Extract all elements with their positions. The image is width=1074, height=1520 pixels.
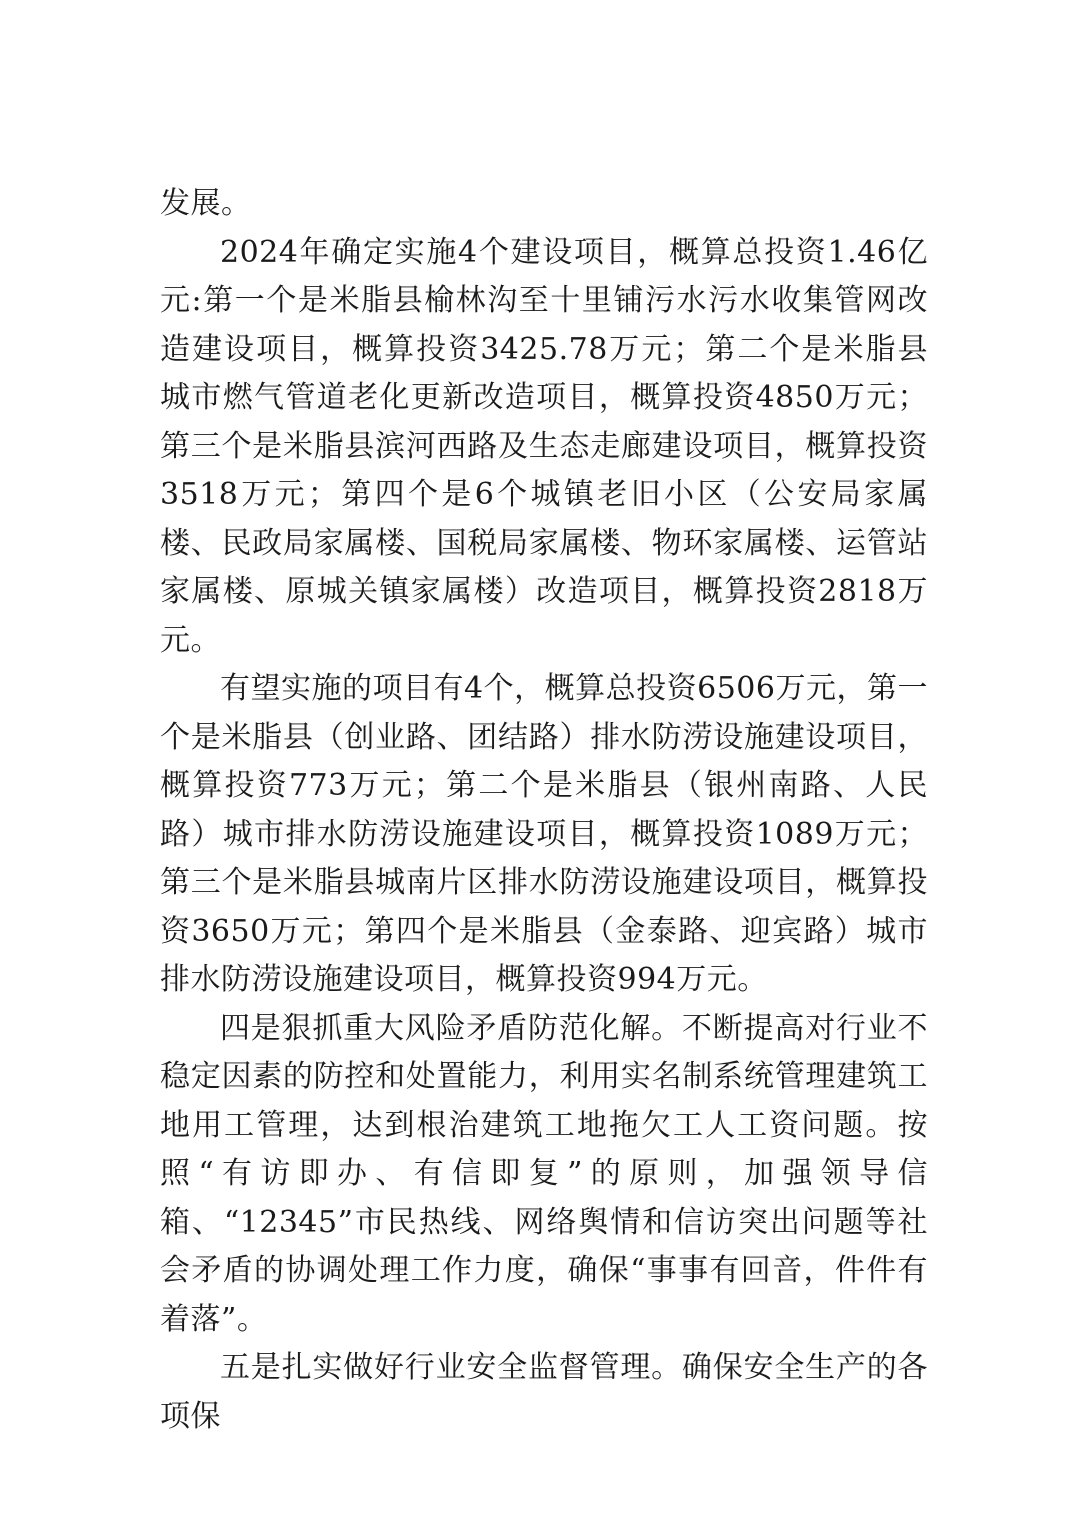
- paragraph-risk-prevention: 四是狠抓重大风险矛盾防范化解。不断提高对行业不稳定因素的防控和处置能力，利用实名制系统管理建筑工地用工管理，达到根治建筑工地拖欠工人工资问题。按照“有访即办、有信即复”的原则，加强领导信箱、“12345”市民热线、网络舆情和信访突出问题等社会矛盾的协调处理工作力度，确保“事事有回音，件件有着落”。: [160, 1010, 928, 1337]
- paragraph-construction-projects-2024: 2024年确定实施4个建设项目，概算总投资1.46亿元:第一个是米脂县榆林沟至十里铺污水污水收集管网改造建设项目，概算投资3425.78万元；第二个是米脂县城市燃气管道老化更新改造项目，概算投资4850万元；第三个是米脂县滨河西路及生态走廊建设项目，概算投资3518万元；第四个是6个城镇老旧小区（公安局家属楼、民政局家属楼、国税局家属楼、物环家属楼、运管站家属楼、原城关镇家属楼）改造项目，概算投资2818万元。: [160, 234, 928, 658]
- paragraph-safety-supervision: 五是扎实做好行业安全监督管理。确保安全生产的各项保: [160, 1350, 928, 1434]
- document-body: [160, 180, 928, 1441]
- paragraph-prospective-projects: 有望实施的项目有4个，概算总投资6506万元，第一个是米脂县（创业路、团结路）排水防涝设施建设项目，概算投资773万元；第二个是米脂县（银州南路、人民路）城市排水防涝设施建设项目，概算投资1089万元；第三个是米脂县城南片区排水防涝设施建设项目，概算投资3650万元；第四个是米脂县（金泰路、迎宾路）城市排水防涝设施建设项目，概算投资994万元。: [160, 671, 928, 997]
- paragraph-continuation: 发展。: [160, 186, 252, 221]
